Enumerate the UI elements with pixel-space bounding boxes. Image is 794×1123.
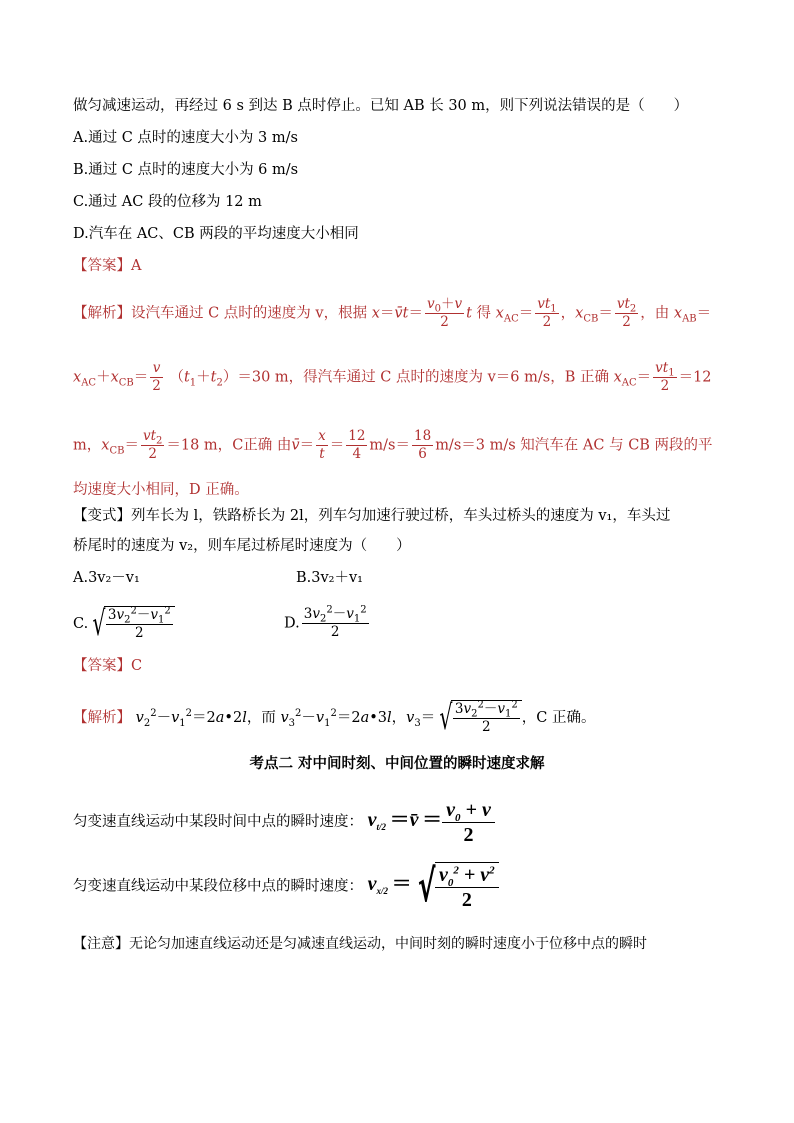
analysis-text-3: C正确 由 [232,437,292,454]
analysis-text-2: ，得汽车通过 C 点时的速度为 v＝6 m/s，B 正确 [288,369,609,386]
option-a: A.通过 C 点时的速度大小为 3 m/s [73,130,298,146]
variant-answer-value: C [131,658,143,674]
answer-line [73,256,141,276]
option-d: D.汽车在 AC、CB 两段的平均速度大小相同 [73,226,359,242]
variant-option-b: B.3v₂＋v₁ [296,570,363,586]
note-text: 无论匀加速直线运动还是匀减速直线运动，中间时刻的瞬时速度小于位移中点的瞬时 [129,936,647,952]
variant-line-2: 桥尾时的速度为 v₂，则车尾过桥尾时速度为（ ） [73,538,411,554]
disp-mid-label: 匀变速直线运动中某段位移中点的瞬时速度： [73,878,363,895]
variant-analysis-end: ，C 正确。 [521,710,596,726]
variant-option-a: A.3v₂－v₁ [73,570,140,586]
variant-option-d: D. $\frac{3v_2^2-v_1^2}{2}$ [284,604,367,640]
time-mid-formula: $v_{t/2}$ ＝v̄ ＝ $\frac{v_0 + v}{2}$ [368,814,495,830]
time-mid-formula-line [73,798,495,847]
variant-text-1: 列车长为 l，铁路桥长为 2l，列车匀加速行驶过桥，车头过桥头的速度为 v₁，车头过 [131,508,671,524]
note-line [73,934,647,954]
variant-tag: 【变式】 [73,508,131,524]
time-mid-label: 匀变速直线运动中某段时间中点的瞬时速度： [73,813,363,830]
analysis-text-3-end: 知汽车在 AC 与 CB 两段的平 [520,437,713,454]
disp-mid-formula: $v_{x/2}$ ＝ √ $\frac{v_0^2 + v^2}{2}$ [368,878,499,894]
question-stem: 做匀减速运动，再经过 6 s 到达 B 点时停止。已知 AB 长 30 m，则下列说法错误的是（ ） [73,98,689,114]
variant-analysis-tag: 【解析】 [73,710,131,726]
option-c-label: C. [73,616,89,632]
variant-line-1 [73,506,670,526]
analysis-you: ，由 [640,305,670,322]
disp-mid-formula-line [73,862,499,912]
note-tag: 【注意】 [73,936,129,952]
analysis-text: 设汽车通过 C 点时的速度为 v，根据 [131,305,368,322]
variant-answer-line [73,656,142,676]
answer-value: A [131,258,142,274]
option-d-label: D. [284,615,300,632]
analysis-line-3: m，$x_{CB}=$ $\frac{vt_2}{2}$ ＝18 m，C正确 由v̄＝ $\frac{x}{t}$ ＝ $\frac{12}{4}$ m/s＝ $\frac{18}{6}$ m/s＝3 m/s 知汽车在 AC 与 CB 两段的平 [73,428,713,462]
option-c: C.通过 AC 段的位移为 12 m [73,194,262,210]
option-b: B.通过 C 点时的速度大小为 6 m/s [73,162,299,178]
analysis-tag: 【解析】 [73,305,131,322]
section-title: 考点二 对中间时刻、中间位置的瞬时速度求解 [249,756,545,772]
variant-analysis-line: 【解析】 $v_2^2-v_1^2=2a•2l$，而 $v_3^2-v_1^2=2a•3l$，$v_3=$ √ $\frac{3v_2^2-v_1^2}{2}$ ，C 正确。 [73,698,596,738]
analysis-line-4: 均速度大小相同，D 正确。 [73,482,249,498]
variant-answer-tag: 【答案】 [73,658,131,674]
answer-tag: 【答案】 [73,258,131,274]
variant-option-c: C. √ $\frac{3v_2^2-v_1^2}{2}$ [73,606,175,642]
analysis-de: 得 [476,305,492,322]
analysis-line-2: $x_{AC}+x_{CB}=$ $\frac{v}{2}$ $(t_1+t_2)=30$ m，得汽车通过 C 点时的速度为 v＝6 m/s，B 正确 $x_{AC}=$ $\frac{vt_1}{2}$ ＝12 [73,360,712,394]
analysis-line-1: 【解析】设汽车通过 C 点时的速度为 v，根据 x＝v̄t＝ $\frac{v_0+v}{2}$ t 得 $x_{AC}=$ $\frac{vt_1}{2}$ ，$x_{CB}=$ $\frac{vt_2}{2}$ ，由 $x_{AB}=$ [73,296,712,330]
